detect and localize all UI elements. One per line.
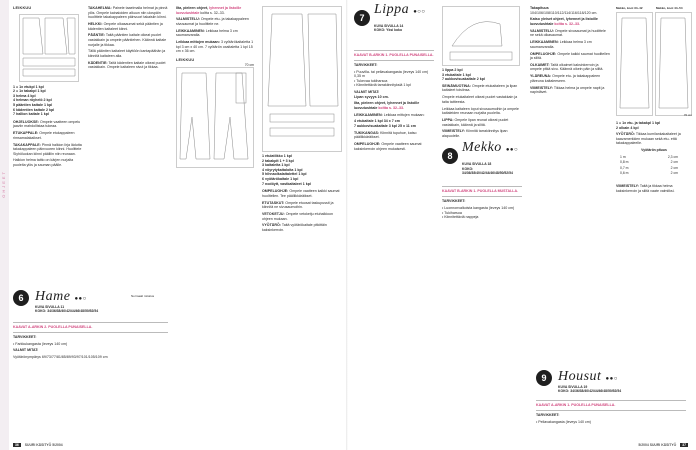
difficulty-icon: ●●○ (605, 376, 618, 382)
pattern-number-badge: 7 (354, 10, 370, 26)
pattern-7-header (354, 2, 434, 48)
paragraph: OMPELUOHJE: Ompele vaatteen saumat kaksinkerroin ohjeen mukaisesti. (354, 142, 422, 151)
table-body (620, 154, 678, 176)
paragraph: VIIMEISTELY: Tikkaa helma ja ompele napit ja napinlävet. (530, 85, 605, 95)
table-row: 1 m 2,3 cm (620, 154, 678, 159)
pattern-link[interactable]: KAAVAT B-ARKIN 1. PUOLELLA PUNAISELLA. (354, 53, 434, 57)
magazine-name: 5/2004 SUURI KÄSITYÖ (638, 443, 677, 447)
paragraph: LEIKKAAMINEN: Leikkaa mittojen mukaan: (354, 112, 425, 117)
pattern-title: Hame ●●○ (35, 289, 87, 304)
list-item: • Tukiharsoa (442, 210, 462, 215)
paragraph: Tällä pääntien kaitaleet käyttöön kantapäähän ja kiinnitä kaitaleen alla. (88, 49, 166, 58)
list-item: 5 hihnaolkalaitalettel 1 kpl (262, 172, 307, 177)
list-item: 7 aukkovisuakaitale 2 kpl (442, 77, 485, 82)
difficulty-icon: ●○○ (413, 9, 426, 15)
needs-text: • Farkkukangasta (leveys 140 cm) (13, 341, 68, 346)
list-item: 7 hallion kaitale 1 kpl (13, 112, 49, 117)
list-item: • Tukevaa tukiharsoa (354, 78, 388, 83)
paragraph: OHJELUOKSE: Ompele vaatteen ompelu jaaviin mahdollistaa tukeaa. (13, 119, 81, 129)
cutting-list (442, 68, 522, 82)
paragraph: VYÖTÄRÖ: Taitä vyötärökaitale pitkittäin kaksinkerroin. (262, 223, 327, 232)
paragraph: VALMISTELU: Ompele etu- ja takakappaleen sivusaumat ja huolittele ne. (176, 17, 249, 26)
dimension-label: 70 cm (683, 113, 692, 118)
needs-label: TARVIKKEET: (442, 199, 466, 204)
column-1 (13, 6, 83, 170)
divider (442, 196, 522, 197)
pattern-label: Mekko, koot 44–54 (656, 6, 683, 10)
list-item: • Kiinnitettäviä tarrakiinnityksiä 1 kpl (354, 83, 411, 88)
list-item: 2 takakplt 1 + 3 kpl (262, 158, 294, 163)
column-3 (176, 6, 254, 167)
paragraph: VYÖTÄRÖ: Tikkaa kumilankakaitaleet ja kaavamerkkien mukaan sekä etu- että takakappaleelle. (616, 132, 681, 146)
table-row: 0,6 m 2 cm (620, 171, 678, 176)
paragraph: LIPPA: Ompele lipan reunat oikeat puolet vastakkain, käännä ja silitä. (442, 117, 509, 127)
dimension-label: 70 cm (244, 62, 254, 67)
side-tab (0, 0, 9, 450)
pattern-diagram-cap (442, 6, 522, 68)
list-item: 4 helman röyhelö 2 kpl (13, 98, 52, 103)
paragraph: ETUKAPPALE: Ompele etukappaleen rimsamalakaikset. (13, 131, 75, 140)
pattern-number-badge: 6 (13, 290, 29, 306)
list-item: 2 = 1x takakpl 1 kpl (13, 89, 46, 94)
divider (536, 400, 686, 401)
side-tab-label: OHJEET (1, 170, 6, 198)
column-8 (616, 6, 692, 196)
needs-label: TARVIKKEET: (13, 334, 37, 339)
paragraph: ETUTASKUT: Ompele etuosat taskupussit ja kiinnitä ne sivusaumoihin. (262, 200, 334, 210)
paragraph: KÄDENTIE: Taitä kädentien kaitale oikeat puolet vastakkain. Ompele kaitaleen sivut ja tikkaa. (88, 60, 166, 70)
list-item: 2 olkain 4 kpl (616, 125, 639, 130)
paragraph: Leikkaa kaitaleen loput sivusaumoihin ja ompele kaitaleiden reunaan nurjalta puolelta. (442, 106, 519, 116)
paragraph: SEINÄMUOTINA: Ompele etukaitaleen ja lipan kaitaleet toisiinsa. (442, 83, 518, 93)
needs-list (442, 206, 522, 220)
paragraph: HELKKI: Ompele olkasaumat sekä pääntien ja kädentien kaitaleet kiinni. (88, 21, 163, 31)
paragraph: OMPELUOHJE: Ompele vaatteen kaikki saumat huolitellen. Tee päällikkäräikset. (262, 189, 340, 198)
pattern-6-details (13, 320, 168, 362)
list-item: • Kiinnitettäviä nappeja (442, 215, 479, 220)
pattern-title: Lippa ●○○ (374, 2, 426, 17)
list-item: • Luonnonvalkoista kangasta (leveys 140 cm) (442, 206, 515, 211)
size-text: Vyötärönympärys 69/73/77/81/85/89/93/97/101/105/109 cm (13, 355, 108, 360)
divider (13, 332, 168, 333)
divider (354, 50, 434, 51)
page-footer-left (13, 443, 63, 447)
pattern-number-badge: 8 (442, 148, 458, 164)
pattern-label: Mekko, koot 34–42 (616, 6, 643, 10)
cutting-list (354, 119, 434, 128)
size-label: VALMIT MITAT: (13, 348, 39, 353)
column-4 (262, 6, 342, 235)
column-2 (88, 6, 168, 72)
page-footer-right (638, 443, 688, 447)
paragraph: LEIKKAAMINEN: Leikkaa helma 3 cm saumanvaralla. (176, 28, 238, 38)
pattern-link[interactable]: KAAVAT A-ARKIN 2. PUOLELLA PUNAISELLA. (13, 325, 93, 329)
paragraph: VIIMEISTELY: Taitä ja tikkaa helma kaksinkerroin ja silitä vaate valmiiksi. (616, 184, 675, 193)
needs-label: TARVIKKEET: (354, 62, 378, 67)
list-item: 6 kädentien kaitale 2 kpl (13, 107, 55, 112)
table-header: Vyötärön pituus (641, 148, 667, 153)
list-item: 6 vyötärökaitale 1 kpl (262, 176, 299, 181)
paragraph: TAKAHELMA: Painele taaelmalla helmat ja pinnä ylös. Ompele kainaloiden alkuun niin ulospäin huolittele takakappaleen päinvuori takaisiin kiinni. (88, 6, 168, 20)
list-item: 3 etukaitale 1 kpl (442, 72, 471, 77)
paragraph: VALMIT MITAT: Lipan syvyys 10 cm. (354, 89, 389, 99)
paragraph: Ilta, pieleen ohjeet, lyhennet ja listoille luovutushtale koltta s. 32–33. (176, 6, 242, 15)
list-item: 7 aukkovisuakaitale 3 kpl 25 x 11 cm (354, 124, 416, 129)
column-7 (530, 6, 610, 97)
divider (354, 60, 434, 61)
pattern-title: Mekko ●●○ (462, 140, 519, 156)
pattern-subtitle: KUVA SIVULLA 18 KOKO: 34/36/38/40/42/44/46/48/50/52/54 (462, 162, 513, 176)
paragraph: OMPELUOHJE: Ompele kaikki saumat huolitellen ja silitä. (530, 51, 610, 61)
pattern-diagram-dress (616, 6, 692, 118)
paragraph: OLKAIMET: Taitä olkaimet kaksinkerroin ja ompele pitkä sivu. Käännä oikein päin ja silitä. (530, 62, 604, 72)
pattern-label: LEIKKUU (176, 57, 195, 62)
paragraph: Takapituus 104/106/108/110/112/114/116/118/120 cm. (530, 6, 598, 15)
right-page (348, 0, 696, 450)
cutting-list (262, 154, 342, 186)
list-item: 3 helma 4 kpl (13, 93, 36, 98)
needs-text: • Pellavakangasta (leveys 140 cm) (536, 419, 591, 424)
paragraph: LEIKKAAMINEN: Leikkaa helma 3 cm saumanvaralla. (530, 40, 592, 49)
waist-table (616, 148, 692, 184)
magazine-name: SUURI KÄSITYÖ 5/2004 (24, 443, 63, 447)
list-item: 1 lippa 2 kpl (442, 68, 463, 72)
list-item: 7 nodöytt, vastkaitaleet 1 kpl (262, 181, 311, 186)
paragraph: VETOKETJU: Ompele vetoketju etuhalkioon ohjeen mukaan. (262, 211, 334, 221)
page-number: 36 (15, 443, 19, 447)
pattern-link[interactable]: KAAVAT A-ARKIN 1. PUOLELLA PUNAISELLA. (536, 403, 616, 407)
column-6 (442, 6, 522, 220)
paragraph: Katso yleiset ohjeet, lyhennet ja listoille luovutushtale koltta s. 32–33. (530, 17, 598, 26)
paragraph: Ilta, pieleen ohjeet, lyhennet ja listoille luovutushtale koltta s. 32–33. (354, 101, 420, 110)
pattern-8-header (442, 140, 522, 184)
pattern-diagram-trousers (176, 63, 254, 167)
paragraph: TUKIKANGAS: Kiinnitä tupuhue, katso päällikkäräikset. (354, 130, 417, 140)
pattern-label: LEIKKUU (13, 6, 32, 10)
difficulty-icon: ●●○ (505, 147, 519, 154)
pattern-number-badge: 9 (536, 370, 552, 386)
divider (13, 322, 168, 323)
paragraph: VIIMEISTELY: Kiinnitä tarrakiinnitys lipan alapuolelle. (442, 129, 508, 138)
pattern-9-details (536, 398, 686, 426)
pattern-diagram-skirt (19, 14, 79, 82)
list-item: 5 pääntien kaitale 1 kpl (13, 102, 53, 107)
paragraph: Leikkaa mittojen mukaan: 3 vyötärökaitaletta 1 kpl 3 cm x 40 cm. 7 vyötärön oxaitaletta 1 kpl 15 cm x 36 cm. (176, 40, 254, 54)
pattern-link[interactable]: KAAVAT B-ARKIN 1. PUOLELLA MUSTALLA. (442, 189, 519, 194)
page-number: 37 (682, 443, 686, 447)
list-item: 4 vöyrytykaitaloita 1 kpl (262, 167, 303, 172)
list-item: 4 etukaitale 1 kpl 34 x 7 cm (354, 119, 400, 124)
paragraph: TAKAKAPPALE: Pinnä halkion lirja lädutta takakappaleen päinvuoren kiinni. Huolittele Siyhöluokan kiinni päälliin niin reunaan. (13, 142, 82, 156)
paragraph: Halkion helma taitto on kärjen nurjalta puolelta ylös ja sauman päälle. (13, 158, 74, 168)
paragraph: Ompele etukaitaleet oikeat puolet vastakkain ja taita taitteesta. (442, 95, 518, 104)
needs-label: TARVIKKEET: (536, 412, 560, 417)
cutting-list (13, 85, 83, 117)
paragraph: VALMISTELU: Ompele sivusaumat ja huolittele ne sekä olkasaumat. (530, 28, 606, 38)
pattern-subtitle: KUVA SIVULLA 11 KOKO: 34/36/38/40/42/44/46/48/50/52/54 (35, 305, 99, 314)
difficulty-icon: ●●○ (74, 296, 87, 302)
list-item: 3 kaitaleita 1 kpl (262, 163, 290, 168)
pattern-subtitle: KUVA SIVULLA 19 KOKO: 34/36/38/40/42/44/46/48/50/52/54 (558, 385, 622, 394)
table-row: 0,8 m 2 cm (620, 160, 678, 165)
list-item: 1 = 1x etukpl 1 kpl (13, 84, 44, 89)
column-5 (354, 2, 434, 153)
list-item: 1 etulatlikko 1 kpl (262, 154, 292, 158)
table-row: 0,7 m 2 cm (620, 165, 678, 170)
paragraph: YLÄREUNA: Ompele etu- ja takakappaleen yläreuna kaitaleeseen. (530, 74, 601, 83)
cutting-list (616, 121, 692, 130)
list-item: • Puuvilla- tai pellavakangasta (leveys 140 cm) 0,35 m (354, 69, 429, 79)
sizing-note: Normaali mitoitus (131, 294, 155, 298)
divider (442, 186, 522, 187)
list-item: 1 = 1x etu- ja takakpl 1 kpl (616, 121, 661, 125)
paragraph: PÄÄNTIE: Taitä pääntien kaitale oikeat puolet vastakkain ja ompele pääntiehen. Käännä kaitale nurjalle ja tikkaa. (88, 33, 167, 47)
pattern-title: Housut ●●○ (558, 369, 618, 384)
pattern-subtitle: KUVA SIVULLA 14 KOKO: Yksi koko (374, 24, 404, 33)
needs-list (354, 70, 434, 88)
pattern-diagram-top (262, 6, 342, 154)
divider (536, 410, 686, 411)
